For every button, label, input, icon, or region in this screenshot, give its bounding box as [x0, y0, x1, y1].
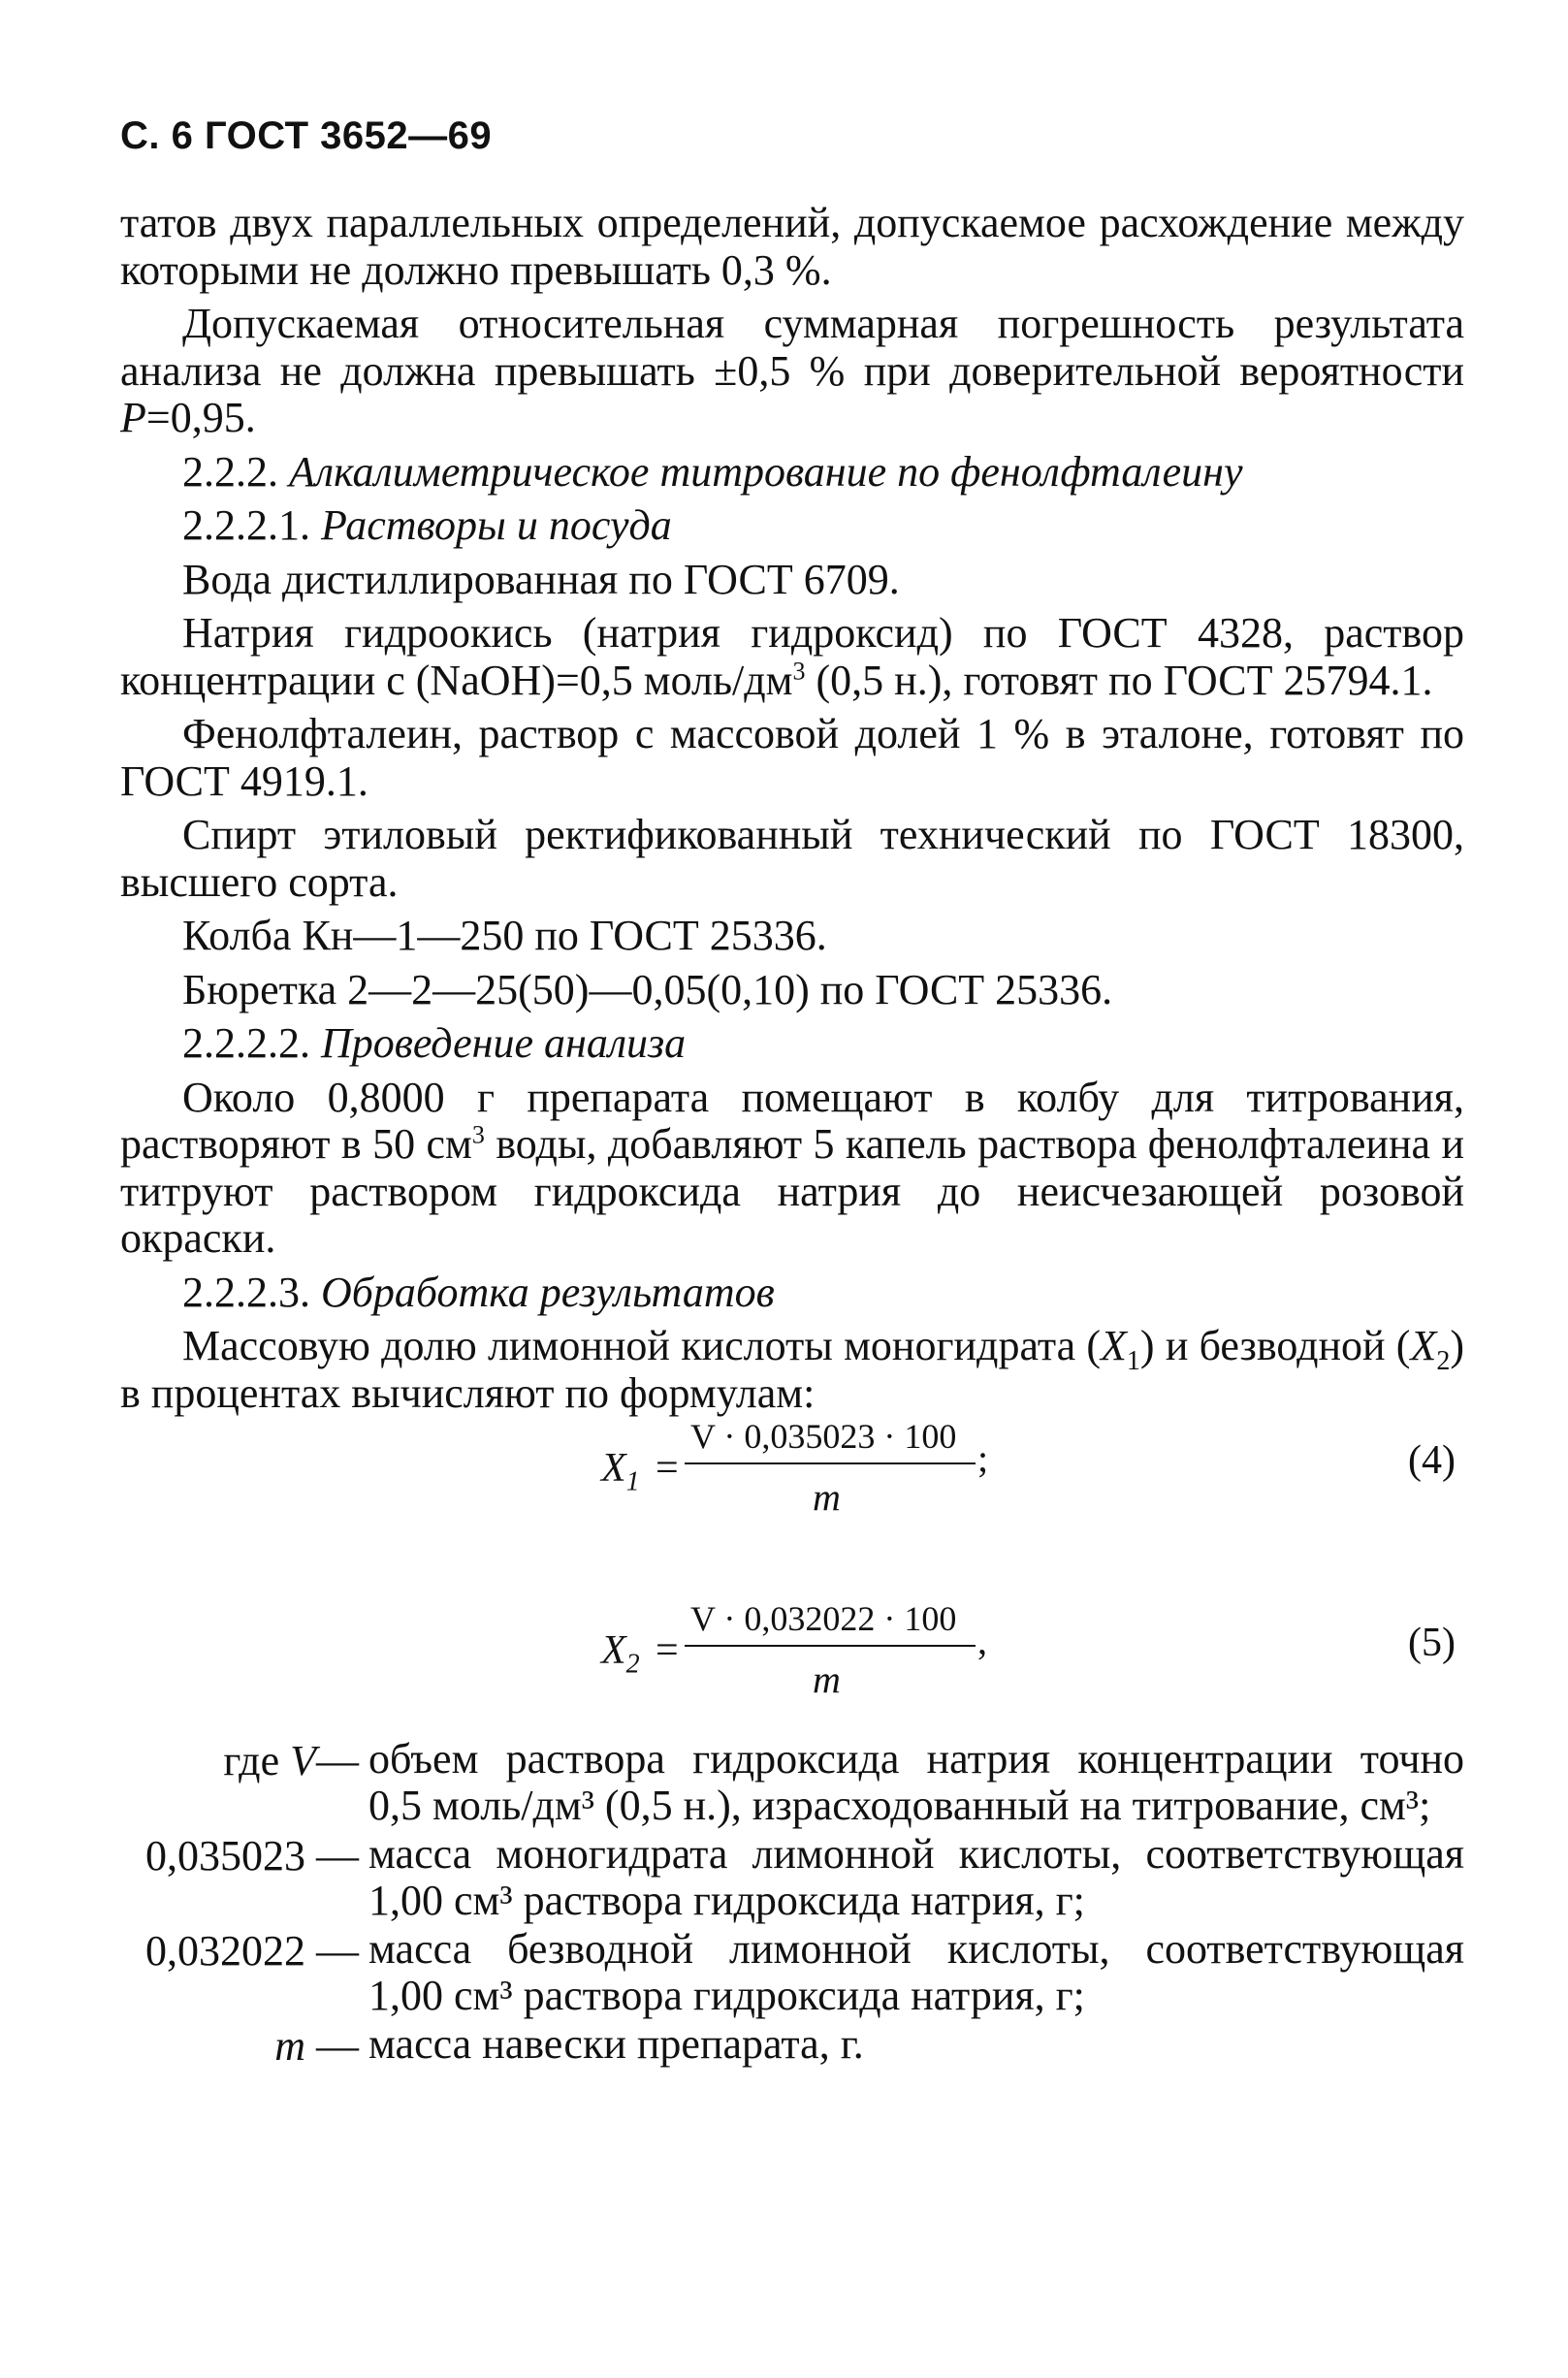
formula-punctuation: ,	[977, 1619, 987, 1662]
legend-description: масса навески препарата, г.	[368, 2020, 864, 2068]
section-heading-2-2-2: 2.2.2. Алкалиметрическое титрование по фенолфталеину	[182, 447, 1243, 496]
fraction-bar	[685, 1462, 976, 1464]
legend-term: где V—	[223, 1737, 359, 1784]
paragraph-phenolphthalein: Фенолфталеин, раствор с массовой долей 1 % в эталоне, готовят по ГОСТ 4919.1.	[120, 710, 1464, 805]
section-heading-2-2-2-1: 2.2.2.1. Растворы и посуда	[182, 501, 672, 549]
paragraph-sodium-hydroxide: Натрия гидроокись (натрия гидроксид) по ГОСТ 4328, раствор концентрации с (NaOH)=0,5 моль/$дм^3$ (0,5 н.), готовят по ГОСТ 25794.1.	[120, 609, 1464, 704]
paragraph-ethanol: Спирт этиловый ректификованный технический по ГОСТ 18300, высшего сорта.	[120, 811, 1464, 906]
fraction-bar	[685, 1645, 976, 1647]
formula-numerator: V · 0,032022 · 100	[690, 1599, 957, 1638]
section-heading-2-2-2-3: 2.2.2.3. Обработка результатов	[182, 1268, 775, 1316]
paragraph-error: Допускаемая относительная суммарная погрешность результата анализа не должна превышать ±0,5 % при доверительной вероятности Р=0,95.	[120, 300, 1464, 441]
formula-denominator: m	[813, 1475, 841, 1519]
formula-5	[0, 1598, 1568, 1705]
section-heading-2-2-2-2: 2.2.2.2. Проведение анализа	[182, 1019, 687, 1067]
paragraph-procedure: Около 0,8000 г препарата помещают в колбу для титрования, растворяют в 50 $см^3$ воды, добавляют 5 капель раствора фенолфталеина и титруют раствором гидроксида натрия до неисчезающей розовой окраски.	[120, 1073, 1465, 1262]
paragraph-water: Вода дистиллированная по ГОСТ 6709.	[182, 555, 900, 603]
formula-lhs: $X_1$	[601, 1446, 640, 1497]
formula-lhs: $X_2$	[601, 1628, 640, 1680]
legend-term: 0,032022 —	[145, 1927, 359, 1975]
paragraph-burette: Бюретка 2—2—25(50)—0,05(0,10) по ГОСТ 25336.	[182, 965, 1113, 1013]
formula-number: (5)	[1408, 1621, 1456, 1665]
document-body	[120, 200, 1464, 1417]
formula-equals: =	[656, 1628, 679, 1673]
formula-number: (4)	[1408, 1438, 1456, 1483]
formula-punctuation: ;	[977, 1436, 989, 1480]
formula-denominator: m	[813, 1657, 841, 1701]
paragraph-calculation: Массовую долю лимонной кислоты моногидрата $(X_1)$ и безводной $(X_2)$ в процентах вычисляют по формулам:	[120, 1322, 1464, 1417]
page-header: С. 6 ГОСТ 3652—69	[120, 114, 493, 157]
legend-term: 0,035023 —	[145, 1832, 359, 1880]
formula-numerator: V · 0,035023 · 100	[690, 1417, 957, 1456]
paragraph-continuation: татов двух параллельных определений, допускаемое расхождение между которыми не должно превышать 0,3 %.	[120, 199, 1464, 294]
formula-equals: =	[656, 1446, 679, 1491]
paragraph-flask: Колба Кн—1—250 по ГОСТ 25336.	[182, 912, 827, 959]
legend-description: масса безводной лимонной кислоты, соответствующая 1,00 см³ раствора гидроксида натрия, г;	[368, 1925, 1464, 2019]
legend-term: m —	[274, 2022, 359, 2070]
legend-description: объем раствора гидроксида натрия концентрации точно 0,5 моль/дм³ (0,5 н.), израсходованный на титрование, см³;	[368, 1735, 1464, 1829]
formula-4	[0, 1416, 1568, 1523]
legend-description: масса моногидрата лимонной кислоты, соответствующая 1,00 см³ раствора гидроксида натрия, г;	[368, 1830, 1464, 1924]
